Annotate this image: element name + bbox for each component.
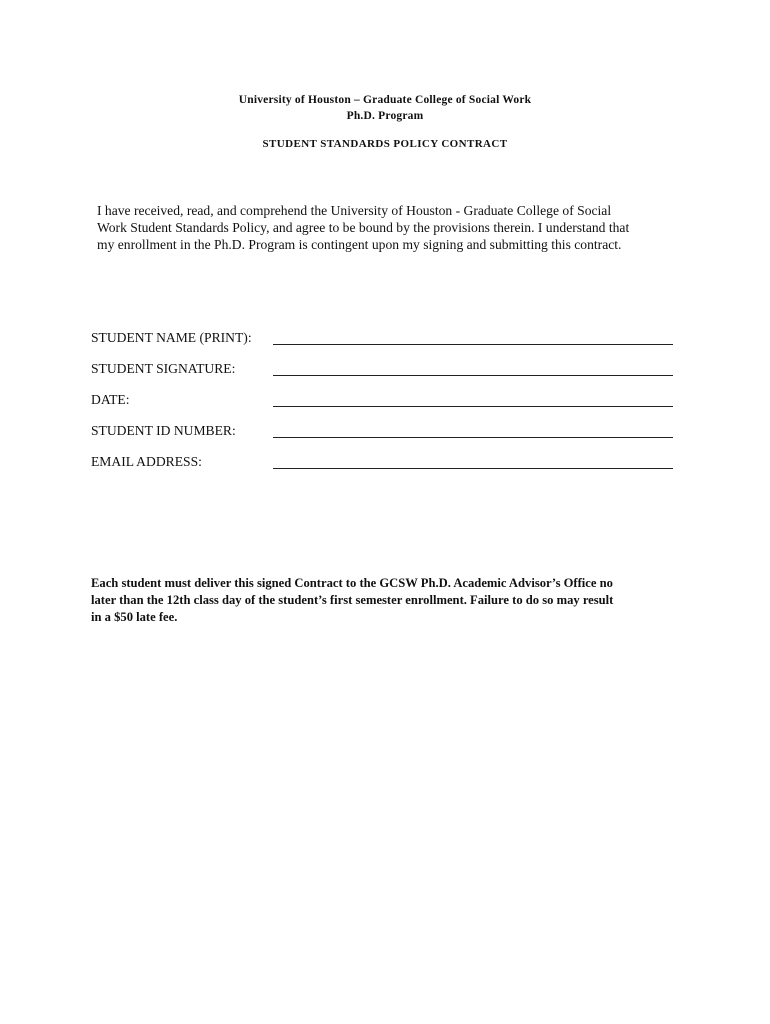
statement-line-3: my enrollment in the Ph.D. Program is contingent upon my signing and submitting this contract. [97,237,622,252]
student-name-field[interactable] [273,344,673,345]
statement-line-1: I have received, read, and comprehend the University of Houston - Graduate College of Social [97,203,612,218]
notice-line-2: later than the 12th class day of the student’s first semester enrollment. Failure to do so may result [91,593,614,607]
student-signature-label: STUDENT SIGNATURE: [91,361,236,376]
student-name-label: STUDENT NAME (PRINT): [91,330,252,345]
notice-line-3: in a $50 late fee. [91,610,178,624]
date-field[interactable] [273,406,673,407]
contract-title: STUDENT STANDARDS POLICY CONTRACT [262,138,508,150]
email-address-field[interactable] [273,468,673,469]
submission-notice [91,575,691,626]
notice-line-1: Each student must deliver this signed Contract to the GCSW Ph.D. Academic Advisor’s Office no [91,576,613,590]
acknowledgement-statement [97,202,657,253]
student-id-label: STUDENT ID NUMBER: [91,423,236,438]
program-heading: Ph.D. Program [346,110,424,122]
institution-heading: University of Houston – Graduate College of Social Work [238,94,532,106]
statement-line-2: Work Student Standards Policy, and agree to be bound by the provisions therein. I understand that [97,220,630,235]
student-signature-field[interactable] [273,375,673,376]
email-address-label: EMAIL ADDRESS: [91,454,202,469]
student-id-field[interactable] [273,437,673,438]
date-label: DATE: [91,392,130,407]
